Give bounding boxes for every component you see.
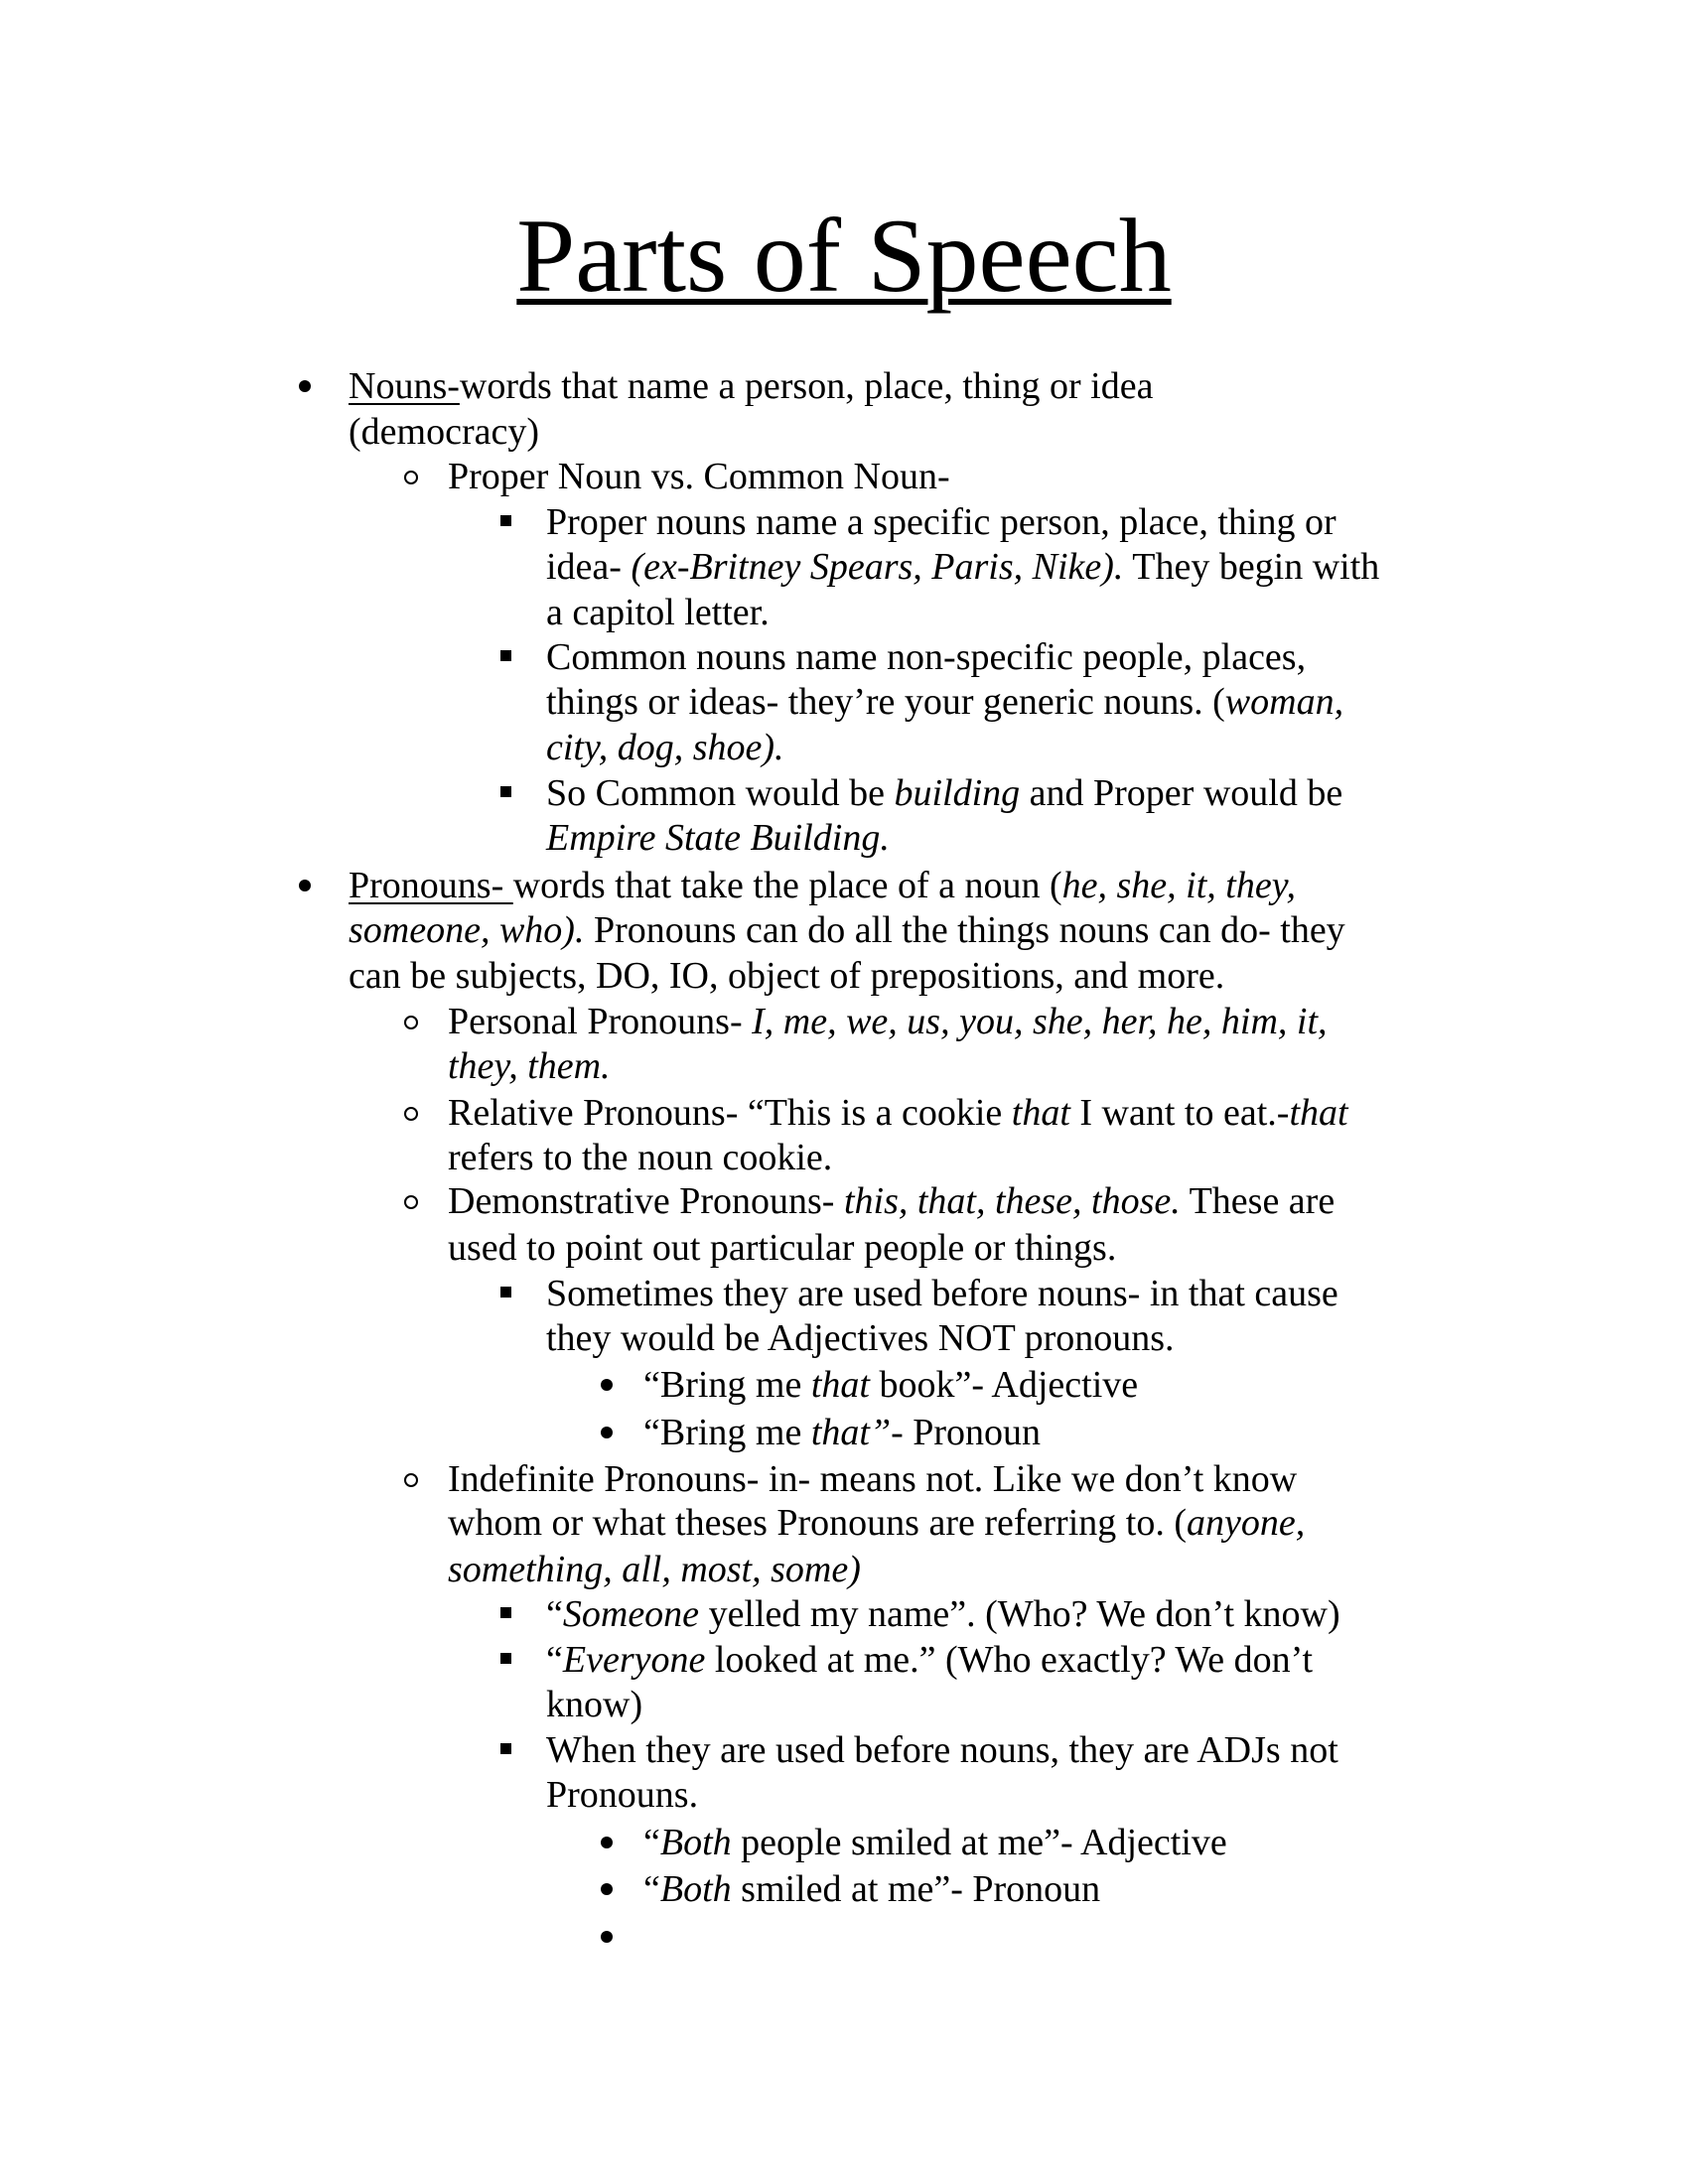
list-item-line (546, 1637, 1313, 1683)
line-text: Personal Pronouns- (448, 1001, 753, 1042)
line-text: Someone (562, 1593, 700, 1635)
line-text: that (1011, 1092, 1070, 1134)
line-text: “Bring me (643, 1364, 811, 1406)
line-text: this, that, these, those. (843, 1180, 1181, 1222)
line-text: that (1289, 1092, 1348, 1134)
line-text: Pronouns. (546, 1774, 699, 1816)
line-text: Sometimes they are used before nouns- in that cause (546, 1273, 1338, 1314)
list-item-line (546, 1727, 1338, 1773)
line-text: something, all, most, some) (448, 1549, 861, 1590)
list-item-line (448, 1547, 861, 1592)
line-text: When they are used before nouns, they are ADJs not (546, 1729, 1338, 1771)
line-text: Relative Pronouns- “This is a cookie (448, 1092, 1012, 1134)
line-text: Common nouns name non-specific people, places, (546, 636, 1307, 678)
list-item-line (448, 1500, 1305, 1546)
line-text: They begin with (1123, 546, 1380, 588)
line-text: anyone, (1186, 1502, 1306, 1544)
line-text: Pronouns can do all the things nouns can do- they (584, 909, 1345, 951)
line-text: they, them. (448, 1045, 611, 1087)
line-text: whom or what theses Pronouns are referring to. ( (448, 1502, 1187, 1544)
line-text: looked at me.” (Who exactly? We don’t (705, 1639, 1314, 1681)
line-text: “ (643, 1868, 660, 1910)
list-item-line (448, 1043, 611, 1089)
list-item-line (546, 499, 1336, 545)
line-text: smiled at me”- Pronoun (731, 1868, 1101, 1910)
circle-bullet-icon (404, 471, 418, 484)
line-text: that”- (810, 1412, 904, 1453)
list-item-line (349, 409, 539, 455)
line-text: that (810, 1364, 870, 1406)
disc-bullet-icon (299, 880, 311, 891)
line-text: Indefinite Pronouns- in- means not. Like we don’t know (448, 1458, 1298, 1500)
square-bullet-icon (500, 786, 511, 797)
circle-bullet-icon (404, 1016, 418, 1029)
line-text: things or ideas- they’re your generic nouns. ( (546, 681, 1225, 723)
line-text: someone, who). (349, 909, 585, 951)
list-item-line (643, 1820, 1227, 1865)
page-title-text: Parts of Speech (516, 198, 1172, 314)
list-item-line (546, 1591, 1340, 1637)
line-text: can be subjects, DO, IO, object of prepositions, and more. (349, 955, 1225, 997)
line-text: book”- Adjective (869, 1364, 1139, 1406)
list-item-line (546, 1682, 642, 1727)
list-item-line (546, 1315, 1175, 1361)
list-item-line (546, 544, 1379, 590)
square-bullet-icon (500, 1287, 511, 1297)
line-text: city, dog, shoe). (546, 727, 784, 768)
line-text: idea- (546, 546, 632, 588)
line-text: Everyone (562, 1639, 706, 1681)
circle-bullet-icon (404, 1195, 418, 1209)
line-text: I want to eat.- (1069, 1092, 1290, 1134)
list-item-line (349, 953, 1224, 999)
line-text: These are (1180, 1180, 1336, 1222)
list-item-line (448, 1225, 1116, 1271)
disc-bullet-icon (601, 1837, 613, 1848)
line-text: So Common would be (546, 772, 895, 814)
list-item-line (349, 907, 1345, 953)
square-bullet-icon (500, 1607, 511, 1618)
list-item-line (546, 1271, 1338, 1316)
line-text: words that name a person, place, thing or idea (459, 365, 1154, 407)
list-item-line (448, 1456, 1297, 1502)
list-item-line (643, 1866, 1100, 1912)
line-text: Pronouns- (349, 865, 513, 906)
line-text: Pronoun (903, 1412, 1042, 1453)
disc-bullet-icon (299, 380, 311, 392)
list-item-line (643, 1362, 1138, 1408)
line-text: building (894, 772, 1021, 814)
square-bullet-icon (500, 650, 511, 661)
line-text: know) (546, 1684, 643, 1725)
square-bullet-icon (500, 515, 511, 526)
line-text: people smiled at me”- Adjective (731, 1822, 1227, 1863)
line-text: (democracy) (349, 411, 539, 453)
list-item-line (546, 1772, 698, 1818)
list-item-line (546, 590, 770, 635)
list-item-line (448, 1090, 1348, 1136)
list-item-line (448, 999, 1328, 1044)
circle-bullet-icon (404, 1107, 418, 1121)
line-text: “ (546, 1639, 563, 1681)
line-text: they would be Adjectives NOT pronouns. (546, 1317, 1175, 1359)
line-text: “Bring me (643, 1412, 811, 1453)
list-item-line (546, 815, 890, 861)
square-bullet-icon (500, 1743, 511, 1754)
line-text: “ (546, 1593, 563, 1635)
line-text: Both (659, 1822, 732, 1863)
list-item-line (546, 634, 1306, 680)
line-text: “ (643, 1822, 660, 1863)
list-item-line (546, 725, 784, 770)
line-text: (ex-Britney Spears, Paris, Nike). (631, 546, 1124, 588)
list-item-line (448, 1135, 832, 1180)
line-text: used to point out particular people or things. (448, 1227, 1117, 1269)
line-text: Proper nouns name a specific person, place, thing or (546, 501, 1336, 543)
line-text: a capitol letter. (546, 592, 770, 633)
line-text: woman, (1224, 681, 1344, 723)
square-bullet-icon (500, 1653, 511, 1664)
line-text: I, me, we, us, you, she, her, he, him, it, (752, 1001, 1328, 1042)
disc-bullet-icon (601, 1931, 613, 1943)
line-text: refers to the noun cookie. (448, 1137, 833, 1178)
disc-bullet-icon (601, 1427, 613, 1438)
page-title (0, 197, 1688, 316)
line-text: words that take the place of a noun ( (512, 865, 1062, 906)
list-item-line (349, 863, 1296, 908)
line-text: Nouns- (349, 365, 460, 407)
line-text: Proper Noun vs. Common Noun- (448, 456, 950, 497)
list-item-line (448, 1178, 1335, 1224)
disc-bullet-icon (601, 1883, 613, 1895)
disc-bullet-icon (601, 1379, 613, 1391)
list-item-line (349, 363, 1153, 409)
line-text: yelled my name”. (Who? We don’t know) (699, 1593, 1340, 1635)
line-text: and Proper would be (1020, 772, 1343, 814)
list-item-line (448, 454, 950, 499)
list-item-line (643, 1410, 1041, 1455)
line-text: Empire State Building. (546, 817, 890, 859)
line-text: Demonstrative Pronouns- (448, 1180, 844, 1222)
line-text: Both (659, 1868, 732, 1910)
list-item-line (546, 679, 1343, 725)
circle-bullet-icon (404, 1473, 418, 1487)
line-text: he, she, it, they, (1061, 865, 1296, 906)
list-item-line (546, 770, 1342, 816)
